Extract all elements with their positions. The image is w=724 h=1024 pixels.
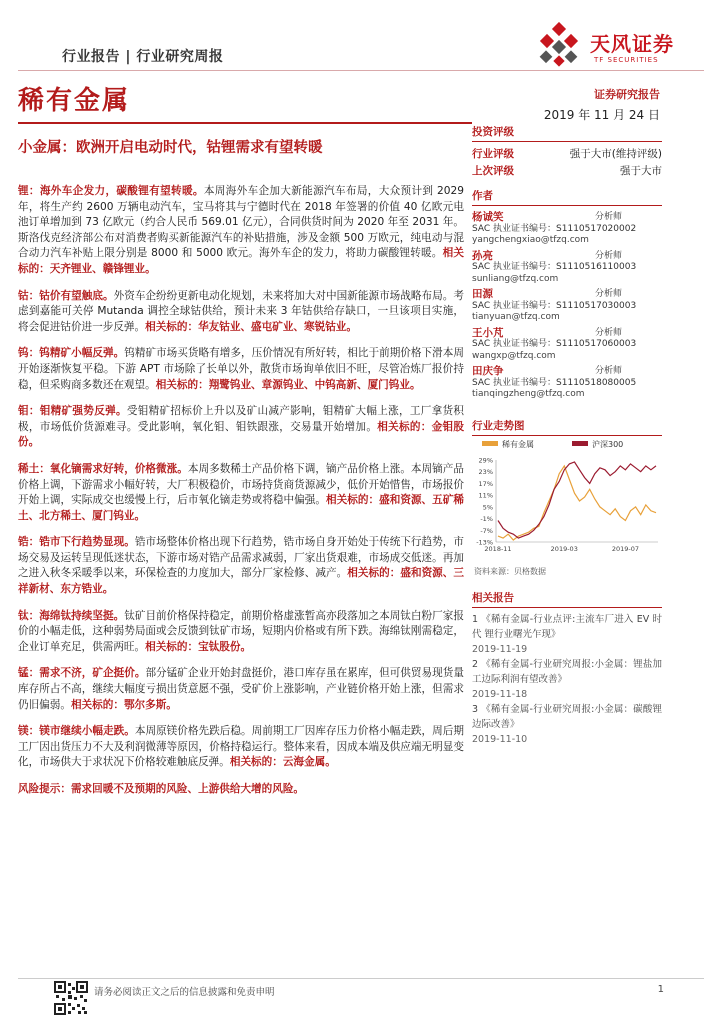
- paragraph: [18, 346, 464, 393]
- risk-text: 需求回暖不及预期的风险、上游供给大增的风险。: [70, 783, 305, 795]
- paragraph-lead: 稀土：氧化镝需求好转，价格微涨。: [18, 462, 188, 475]
- report-date: 2019 年 11 月 24 日: [543, 108, 660, 122]
- trend-header: [472, 418, 662, 436]
- author-entry: [472, 328, 662, 363]
- related-label: 相关标的：: [347, 567, 401, 580]
- paragraph-text: 受钼精矿招标价上升以及矿山减产影响，钼精矿大幅上涨，工厂拿货积极，市场低价货源难寻。受此影响，氧化钼、钼铁跟涨，交易量开始增加。: [18, 405, 465, 433]
- risk-notice: [18, 782, 464, 798]
- paragraph: [18, 289, 464, 336]
- paragraph-lead: 钨：钨精矿小幅反弹。: [18, 347, 125, 360]
- legend-label: 稀有金属: [502, 440, 534, 449]
- chart-source: 资料来源：贝格数据: [474, 567, 546, 576]
- related-report-date: 2019-11-19: [472, 644, 528, 655]
- footer-divider: [18, 978, 704, 979]
- rating-panel: [472, 124, 662, 180]
- author-cert: SAC 执业证书编号：S1110517030003: [472, 300, 637, 311]
- related-label: 相关标的：: [229, 756, 283, 769]
- y-tick-label: -13%: [476, 538, 493, 547]
- paragraph-text: 外资车企纷纷更新电动化规划，未来将加大对中国新能源市场战略布局。考虑到嘉能可关停 Mutanda 调控全球钴供给，预计未来 3 年钴供给存缺口，一旦该项目实施，将会促进钴价进一步反弹。: [18, 289, 464, 333]
- x-tick-label: 2019-03: [550, 545, 578, 553]
- paragraph-text: 部分锰矿企业开始封盘挺价，港口库存虽在累库，但可供贸易现货量库存所占不高，继续大幅度亏损出货意愿不强，受矿价上涨影响，产业链价格开始上涨，但需求仍旧偏弱。: [18, 667, 464, 711]
- related-label: 相关标的：: [325, 494, 380, 507]
- related-stocks: 云海金属。: [282, 756, 336, 769]
- x-tick-label: 2018-11: [484, 545, 512, 553]
- paragraph-lead: 锆：锆市下行趋势显现。: [18, 536, 135, 549]
- author-email[interactable]: sunliang@tfzq.com: [472, 273, 559, 284]
- related-label: 相关标的：: [145, 640, 199, 653]
- paragraph-lead: 钴：钴价有望触底。: [18, 289, 114, 302]
- rating-key: 上次评级: [472, 165, 514, 177]
- related-report-item[interactable]: [472, 702, 662, 747]
- related-label: 相关标的：: [145, 320, 199, 333]
- author-entry: [472, 289, 662, 324]
- related-stocks: 盛和资源、五矿稀土、北方稀土、厦门钨业。: [18, 494, 465, 522]
- related-report-item[interactable]: [472, 657, 662, 702]
- related-report-date: 2019-11-10: [472, 734, 528, 745]
- authors-title: 作者: [472, 188, 662, 206]
- related-label: 相关标的：: [18, 247, 465, 275]
- header-divider: [18, 70, 704, 71]
- series-line-rare-metals: [498, 466, 656, 540]
- author-email[interactable]: yangchengxiao@tfzq.com: [472, 235, 589, 245]
- main-body: [18, 184, 464, 809]
- paragraph-lead: 钛：海绵钛持续坚挺。: [18, 609, 125, 622]
- author-name: 王小芃: [472, 326, 504, 339]
- paragraph: [18, 462, 464, 524]
- related-report-title[interactable]: 1 《稀有金属-行业点评:主流车厂进入 EV 时代 锂行业曙光乍现》: [472, 614, 662, 640]
- related-label: 相关标的：: [377, 420, 432, 433]
- author-title: 分析师: [594, 327, 622, 338]
- y-tick-label: 17%: [478, 479, 493, 488]
- paragraph-text: 本周海外车企加大新能源汽车布局，大众预计到 2029 年，将生产约 2600 万辆电动汽车，宝马将其与宁德时代在 2018 年签署的价值 40 亿欧元电池订单增加到 73 亿欧元（约合人民币 569.01 亿元），合同供货时间为 2020 年至 2031 年。斯洛伐克经济部公布对消费者购买新能源汽车的补贴措施，涉及金额 500 万欧元，纯电动与混合动力汽车补贴上限分别是 8000 和 5000 欧元。海外车企的发力，将助力碳酸锂转暖。: [18, 185, 465, 260]
- y-tick-label: -1%: [480, 515, 493, 524]
- paragraph-lead: 锰：需求不济，矿企挺价。: [18, 667, 146, 680]
- related-stocks: 华友钴业、盛屯矿业、寒锐钴业。: [198, 320, 357, 333]
- author-entry: [472, 366, 662, 401]
- logo-subtext: TF SECURITIES: [594, 56, 659, 64]
- related-stocks: 天齐锂业、赣锋锂业。: [49, 262, 156, 275]
- rating-key: 行业评级: [472, 148, 514, 160]
- trend-chart-svg: [472, 436, 662, 556]
- page-number: 1: [657, 984, 664, 995]
- qr-code-icon: [54, 981, 88, 1015]
- author-cert: SAC 执业证书编号：S1110517020002: [472, 223, 637, 234]
- paragraph: [18, 404, 464, 451]
- author-cert: SAC 执业证书编号：S1110517060003: [472, 339, 637, 349]
- title-divider: [18, 122, 472, 124]
- related-stocks: 金钼股份。: [18, 420, 465, 449]
- author-name: 田源: [472, 288, 493, 300]
- paragraph-lead: 锂：海外车企发力，碳酸锂有望转暖。: [18, 185, 204, 197]
- legend-swatch: [482, 441, 498, 446]
- author-cert: SAC 执业证书编号：S1110516110003: [472, 262, 637, 272]
- paragraph: [18, 184, 464, 278]
- paragraph-text: 本周原镁价格先跌后稳。周前期工厂因库存压力价格小幅走跌，周后期工厂因出货压力不大及利润微薄等原因，价格持稳运行。整体来看，因成本端及供应端无明显变化，市场供大于求状况下价格较难触底反弹。: [18, 725, 465, 769]
- related-report-title[interactable]: 2 《稀有金属-行业研究周报:小金属：锂盐加工边际利润有望改善》: [472, 659, 662, 685]
- author-email[interactable]: wangxp@tfzq.com: [472, 350, 556, 361]
- disclaimer-text: 请务必阅读正文之后的信息披露和免责申明: [94, 987, 275, 998]
- y-tick-label: 5%: [482, 503, 493, 512]
- author-email[interactable]: tianqingzheng@tfzq.com: [472, 389, 585, 399]
- y-tick-label: 29%: [478, 456, 493, 465]
- paragraph-lead: 镁：镁市继续小幅走跌。: [18, 725, 135, 738]
- author-entry: [472, 251, 662, 286]
- sector-title: 稀有金属: [18, 86, 131, 116]
- related-label: 相关标的：: [70, 698, 124, 711]
- author-name: 田庆争: [472, 365, 504, 377]
- related-stocks: 鄂尔多斯。: [123, 698, 177, 711]
- author-name: 杨诚笑: [472, 211, 504, 223]
- paragraph-text: 钛矿目前价格保持稳定，前期价格虚涨暂高亦段落加之本周钛白粉厂家报价的小幅走低，这种弱势局面或会反馈到钛矿市场，短期内价格或有所下跌。海绵钛刚需稳定，企业订单充足，供需两旺。: [18, 609, 465, 653]
- related-stocks: 翔鹭钨业、章源钨业、中钨高新、厦门钨业。: [208, 378, 421, 391]
- author-title: 分析师: [594, 289, 622, 299]
- author-name: 孙亮: [472, 249, 493, 262]
- company-logo: [534, 22, 704, 72]
- author-title: 分析师: [594, 366, 622, 376]
- paragraph: [18, 535, 464, 597]
- paragraph: [18, 724, 464, 771]
- rating-row: [472, 163, 662, 180]
- qr-code-graphic: [54, 981, 88, 1015]
- author-title: 分析师: [594, 212, 622, 222]
- rating-title: 投资评级: [472, 124, 662, 142]
- paragraph: [18, 609, 464, 656]
- paragraph-text: 锆市场整体价格出现下行趋势，锆市场自身开始处于传统下行趋势，市场交易及运转呈现低迷状态，下游市场对锆产品需求减弱，厂家出货艰难，市场成交低迷。再加之进入秋冬采暖季以来，环保检查的力度加大，部分厂家检修、减产。: [18, 536, 465, 580]
- author-entry: [472, 212, 662, 247]
- y-tick-label: -7%: [480, 526, 493, 535]
- related-stocks: 盛和资源、三祥新材、东方锆业。: [18, 567, 465, 596]
- related-reports: [472, 590, 662, 747]
- legend-swatch: [572, 441, 588, 446]
- related-report-date: 2019-11-18: [472, 689, 528, 700]
- rating-value: 强于大市(维持评级): [569, 148, 662, 160]
- y-tick-label: 23%: [478, 468, 493, 477]
- related-title: 相关报告: [472, 590, 662, 608]
- authors-panel: [472, 188, 662, 401]
- x-tick-label: 2019-07: [611, 545, 640, 553]
- related-label: 相关标的：: [155, 378, 209, 391]
- risk-label: 风险提示：: [18, 783, 71, 795]
- series-line-csi300: [498, 462, 656, 538]
- rating-value: 强于大市: [620, 165, 662, 177]
- report-title: 小金属：欧洲开启电动时代，钴锂需求有望转暖: [18, 140, 323, 156]
- rating-row: [472, 146, 662, 163]
- paragraph-text: 钨精矿市场买货略有增多，压价情况有所好转，相比于前期价格下滑本周开始逐渐恢复平稳。下游 APT 市场除了长单以外，散货市场询单依旧不旺，尽管冶炼厂报价持稳，但采购商多数还在观望。: [18, 347, 465, 391]
- related-stocks: 宝钛股份。: [198, 640, 252, 653]
- related-report-item[interactable]: [472, 612, 662, 657]
- related-report-title[interactable]: 3 《稀有金属-行业研究周报:小金属：碳酸锂边际改善》: [472, 704, 662, 730]
- author-title: 分析师: [594, 250, 622, 261]
- author-cert: SAC 执业证书编号：S1110518080005: [472, 377, 637, 388]
- paragraph-text: 本周多数稀土产品价格下调，镝产品价格上涨。本周镝产品价格上调，下游需求小幅好转，大厂积极稳价，市场持货商货源减少，低价开始惜售，市场报价开始上调，实际成交也缓慢上行，后市氧化镝走势或将稳中偏强。: [18, 462, 465, 507]
- legend-label: 沪深300: [592, 440, 624, 449]
- trend-chart: [472, 436, 662, 556]
- logo-text: 天风证券: [590, 32, 674, 56]
- trend-title: 行业走势图: [472, 418, 662, 436]
- author-email[interactable]: tianyuan@tfzq.com: [472, 312, 560, 322]
- report-label: 证券研究报告: [594, 88, 660, 101]
- paragraph: [18, 666, 464, 713]
- report-type: 行业报告 | 行业研究周报: [62, 49, 224, 65]
- logo-mark-icon: [536, 22, 584, 68]
- y-tick-label: 11%: [478, 491, 493, 500]
- paragraph-lead: 钼：钼精矿强势反弹。: [18, 405, 127, 418]
